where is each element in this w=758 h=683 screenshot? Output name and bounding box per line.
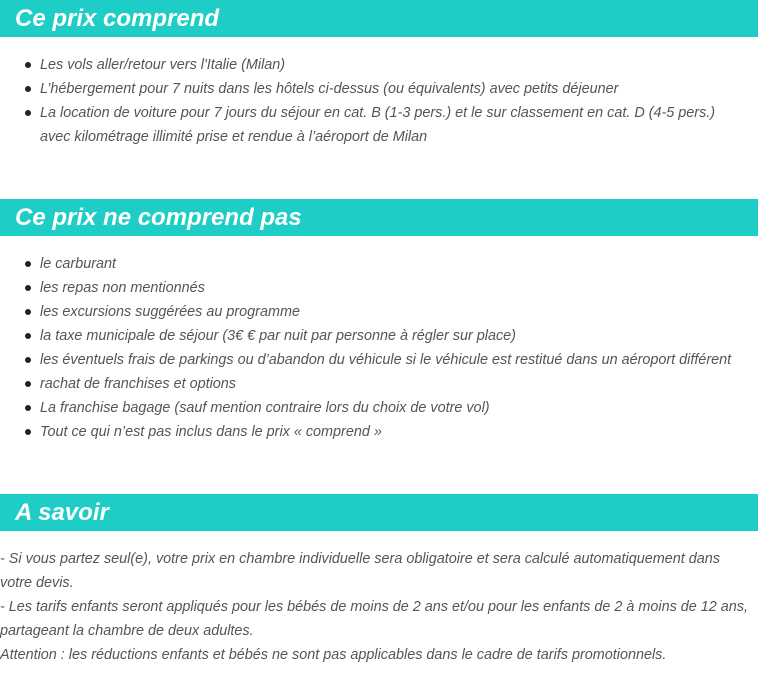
- list-item-text: le carburant: [40, 256, 116, 272]
- list-item: [0, 101, 758, 149]
- note-paragraph: Attention : les réductions enfants et bébés ne sont pas applicables dans le cadre de tarifs promotionnels.: [0, 647, 667, 663]
- list-item: [0, 252, 758, 276]
- list-item-text: La franchise bagage (sauf mention contraire lors du choix de votre vol): [40, 400, 490, 416]
- bullet-icon: [25, 309, 31, 315]
- not-included-section-title: Ce prix ne comprend pas: [15, 204, 302, 231]
- bullet-icon: [25, 333, 31, 339]
- list-item-text: La location de voiture pour 7 jours du séjour en cat. B (1-3 pers.) et le sur classement en cat. D (4-5 pers.) avec kilométrage illimité prise et rendue à l’aéroport de Milan: [40, 105, 716, 145]
- list-item: [0, 324, 758, 348]
- list-item-text: les excursions suggérées au programme: [40, 304, 300, 320]
- bullet-icon: [25, 429, 31, 435]
- bullet-icon: [25, 110, 31, 116]
- included-section-header: [0, 0, 758, 37]
- note-paragraph: - Les tarifs enfants seront appliqués pour les bébés de moins de 2 ans et/ou pour les enfants de 2 à moins de 12 ans, partageant la chambre de deux adultes.: [0, 599, 748, 639]
- list-item-text: Les vols aller/retour vers l'Italie (Milan): [40, 57, 286, 73]
- list-item-text: les éventuels frais de parkings ou d’abandon du véhicule si le véhicule est restitué dans un aéroport différent: [40, 352, 732, 368]
- list-item-text: L’hébergement pour 7 nuits dans les hôtels ci-dessus (ou équivalents) avec petits déjeuner: [40, 81, 619, 97]
- list-item-text: Tout ce qui n’est pas inclus dans le prix « comprend »: [40, 424, 382, 440]
- included-section-title: Ce prix comprend: [15, 5, 220, 32]
- list-item-text: rachat de franchises et options: [40, 376, 236, 392]
- list-item: [0, 420, 758, 444]
- good-to-know-section-header: [0, 494, 758, 531]
- included-list: [0, 53, 758, 149]
- note-paragraph: - Si vous partez seul(e), votre prix en chambre individuelle sera obligatoire et sera calculé automatiquement dans votre devis.: [0, 551, 720, 591]
- list-item: [0, 372, 758, 396]
- bullet-icon: [25, 86, 31, 92]
- bullet-icon: [25, 357, 31, 363]
- list-item-text: la taxe municipale de séjour (3€ € par nuit par personne à régler sur place): [40, 328, 516, 344]
- list-item: [0, 396, 758, 420]
- list-item: [0, 276, 758, 300]
- list-item-text: les repas non mentionnés: [40, 280, 205, 296]
- not-included-section-header: [0, 199, 758, 236]
- bullet-icon: [25, 261, 31, 267]
- bullet-icon: [25, 405, 31, 411]
- bullet-icon: [25, 285, 31, 291]
- list-item: [0, 77, 758, 101]
- bullet-icon: [25, 381, 31, 387]
- list-item: [0, 300, 758, 324]
- list-item: [0, 53, 758, 77]
- bullet-icon: [25, 62, 31, 68]
- good-to-know-section-title: A savoir: [15, 499, 109, 526]
- good-to-know-notes: [0, 547, 758, 667]
- not-included-list: [0, 252, 758, 444]
- list-item: [0, 348, 758, 372]
